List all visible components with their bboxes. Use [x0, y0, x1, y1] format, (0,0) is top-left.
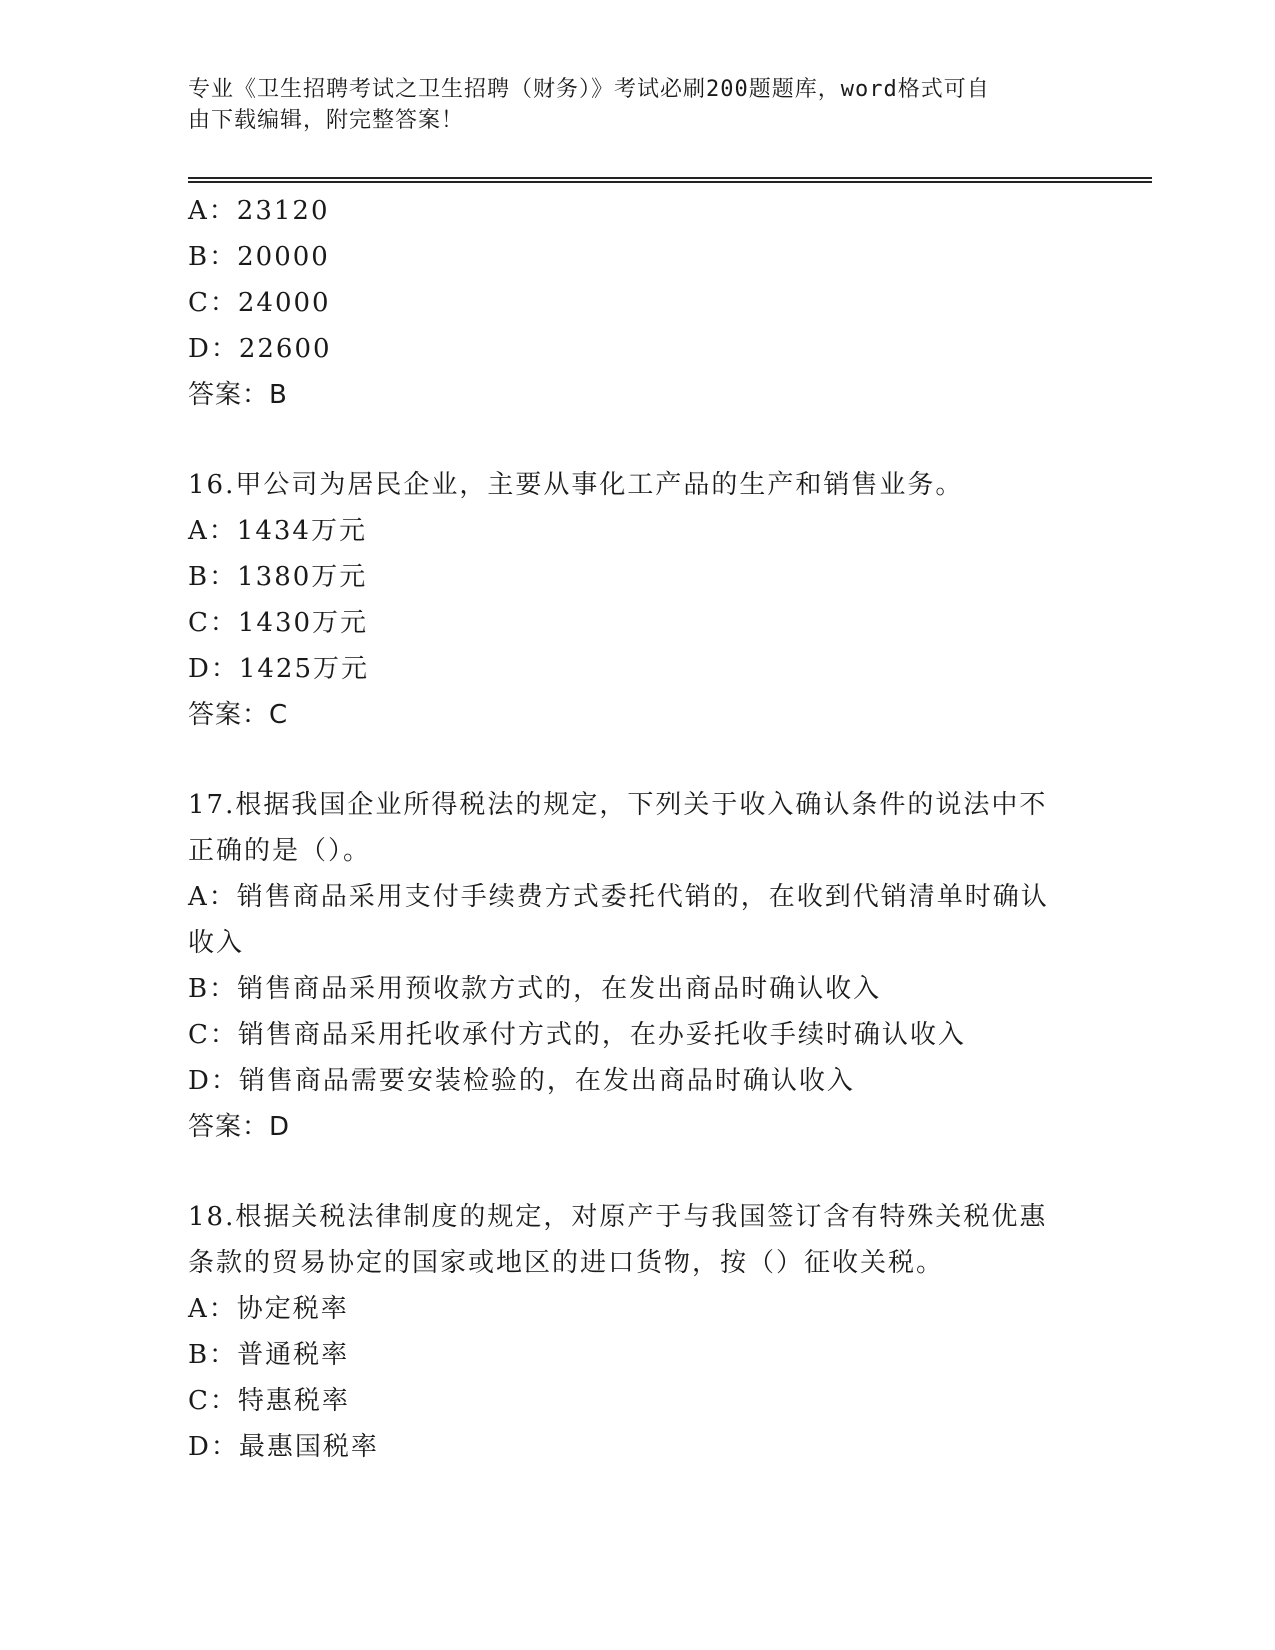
option-a: A：销售商品采用支付手续费方式委托代销的，在收到代销清单时确认: [188, 882, 1049, 912]
answer: 答案：D: [188, 1112, 291, 1142]
spacer: [188, 738, 1088, 782]
question-stem-continued: 正确的是（）。: [188, 836, 372, 866]
answer: 答案：C: [188, 700, 289, 730]
header-line-2: 由下载编辑，附完整答案！: [188, 108, 465, 133]
document-header: [188, 74, 1068, 136]
question-17: [188, 782, 1088, 1150]
option-b: B：20000: [188, 242, 330, 272]
option-c: C：24000: [188, 288, 331, 318]
question-15: [188, 188, 1088, 418]
option-c: C：特惠税率: [188, 1386, 350, 1416]
option-a: A：协定税率: [188, 1294, 349, 1324]
question-16: [188, 462, 1088, 738]
question-stem: 16.甲公司为居民企业，主要从事化工产品的生产和销售业务。: [188, 470, 964, 500]
question-list: [188, 188, 1088, 1470]
spacer: [188, 1150, 1088, 1194]
question-18: [188, 1194, 1088, 1470]
answer: 答案：B: [188, 380, 288, 410]
option-d: D：1425万元: [188, 654, 370, 684]
question-stem-continued: 条款的贸易协定的国家或地区的进口货物，按（）征收关税。: [188, 1248, 945, 1278]
header-rule-bottom: [188, 181, 1152, 183]
header-line-1: 专业《卫生招聘考试之卫生招聘（财务）》考试必刷200题题库，word格式可自: [188, 77, 990, 102]
option-a-continued: 收入: [188, 928, 245, 958]
option-b: B：普通税率: [188, 1340, 350, 1370]
option-a: A：23120: [188, 196, 330, 226]
option-b: B：1380万元: [188, 562, 368, 592]
header-rule-top: [188, 177, 1152, 179]
question-stem: 18.根据关税法律制度的规定，对原产于与我国签订含有特殊关税优惠: [188, 1202, 1048, 1232]
option-d: D：22600: [188, 334, 332, 364]
option-c: C：销售商品采用托收承付方式的，在办妥托收手续时确认收入: [188, 1020, 966, 1050]
option-d: D：最惠国税率: [188, 1432, 379, 1462]
option-a: A：1434万元: [188, 516, 367, 546]
spacer: [188, 418, 1088, 462]
option-c: C：1430万元: [188, 608, 369, 638]
option-d: D：销售商品需要安装检验的，在发出商品时确认收入: [188, 1066, 855, 1096]
question-stem: 17.根据我国企业所得税法的规定，下列关于收入确认条件的说法中不: [188, 790, 1048, 820]
option-b: B：销售商品采用预收款方式的，在发出商品时确认收入: [188, 974, 882, 1004]
